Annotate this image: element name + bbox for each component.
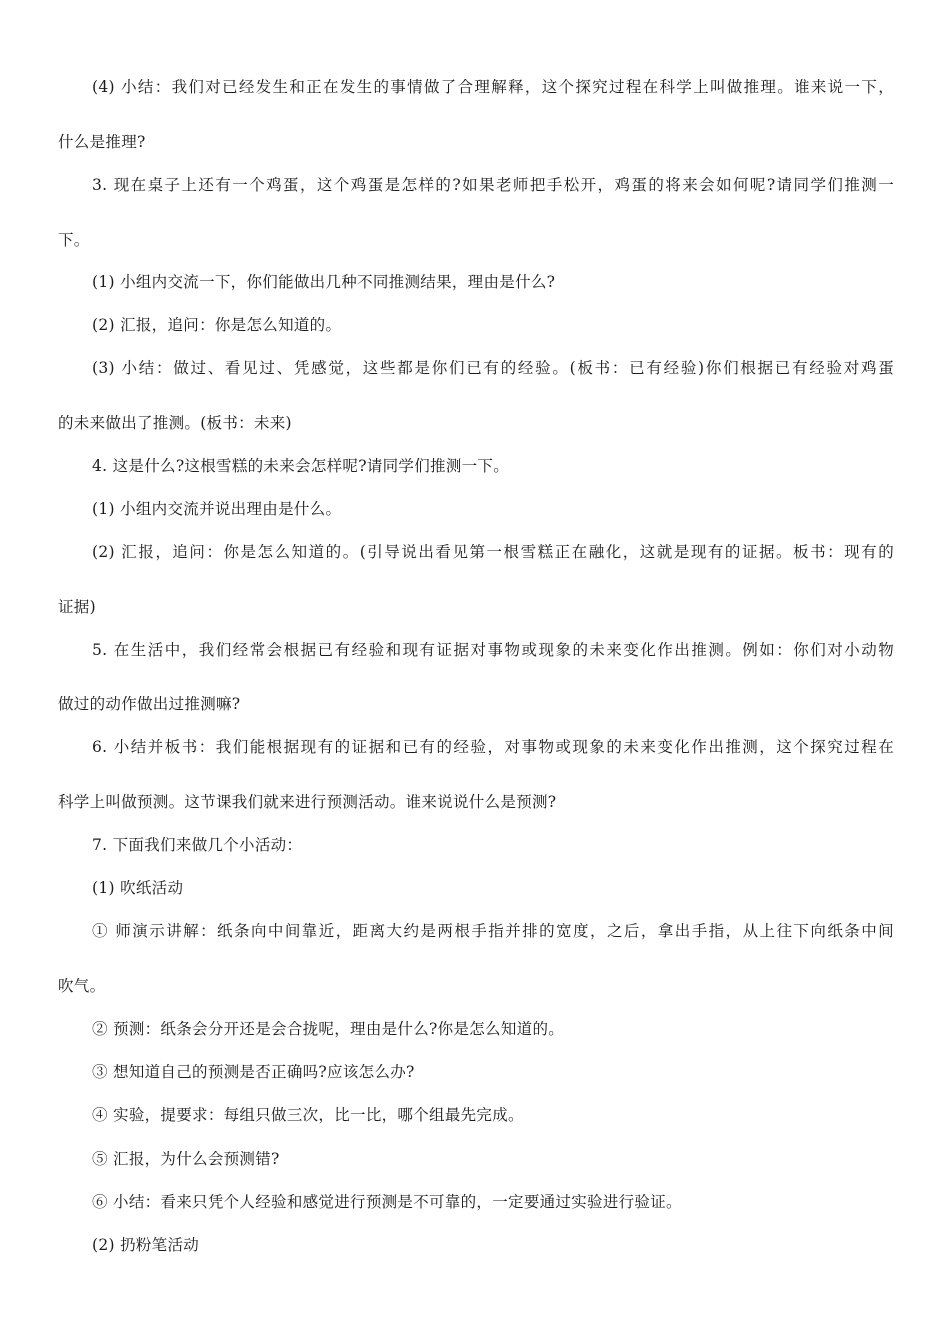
paragraph-line: (3) 小结：做过、看见过、凭感觉，这些都是你们已有的经验。(板书：已有经验)你们根据已有经验对鸡蛋 — [92, 359, 894, 377]
paragraph-line: 7. 下面我们来做几个小活动： — [92, 836, 303, 854]
paragraph-line: ⑥ 小结：看来只凭个人经验和感觉进行预测是不可靠的，一定要通过实验进行验证。 — [92, 1193, 682, 1211]
paragraph-line: (2) 扔粉笔活动 — [92, 1236, 200, 1254]
paragraph-line: 证据) — [58, 598, 96, 616]
paragraph-line: 什么是推理? — [58, 133, 146, 151]
paragraph-line: (2) 汇报，追问：你是怎么知道的。 — [92, 316, 342, 334]
paragraph-line: (4) 小结：我们对已经发生和正在发生的事情做了合理解释，这个探究过程在科学上叫做推理。谁来说一下， — [92, 78, 894, 96]
paragraph-line: 5. 在生活中，我们经常会根据已有经验和现有证据对事物或现象的未来变化作出推测。例如：你们对小动物 — [92, 641, 894, 659]
paragraph-line: 的未来做出了推测。(板书：未来) — [58, 414, 292, 432]
paragraph-line: 下。 — [58, 231, 90, 249]
paragraph-line: 做过的动作做出过推测嘛? — [58, 695, 241, 713]
paragraph-line: 4. 这是什么?这根雪糕的未来会怎样呢?请同学们推测一下。 — [92, 457, 510, 475]
paragraph-line: ③ 想知道自己的预测是否正确吗?应该怎么办? — [92, 1063, 415, 1081]
paragraph-line: 3. 现在桌子上还有一个鸡蛋，这个鸡蛋是怎样的?如果老师把手松开，鸡蛋的将来会如何呢?请同学们推测一 — [92, 176, 894, 194]
paragraph-line: ⑤ 汇报，为什么会预测错? — [92, 1150, 280, 1168]
paragraph-line: 科学上叫做预测。这节课我们就来进行预测活动。谁来说说什么是预测? — [58, 793, 557, 811]
paragraph-line: (1) 吹纸活动 — [92, 879, 184, 897]
paragraph-line: ④ 实验，提要求：每组只做三次，比一比，哪个组最先完成。 — [92, 1106, 524, 1124]
paragraph-line: ② 预测：纸条会分开还是会合拢呢，理由是什么?你是怎么知道的。 — [92, 1020, 565, 1038]
paragraph-line: (1) 小组内交流一下，你们能做出几种不同推测结果，理由是什么? — [92, 273, 556, 291]
paragraph-line: 6. 小结并板书：我们能根据现有的证据和已有的经验，对事物或现象的未来变化作出推测，这个探究过程在 — [92, 738, 894, 756]
paragraph-line: ① 师演示讲解：纸条向中间靠近，距离大约是两根手指并排的宽度，之后，拿出手指，从上往下向纸条中间 — [92, 922, 894, 940]
paragraph-line: (1) 小组内交流并说出理由是什么。 — [92, 500, 342, 518]
paragraph-line: (2) 汇报，追问：你是怎么知道的。(引导说出看见第一根雪糕正在融化，这就是现有的证据。板书：现有的 — [92, 543, 894, 561]
paragraph-line: 吹气。 — [58, 977, 106, 995]
